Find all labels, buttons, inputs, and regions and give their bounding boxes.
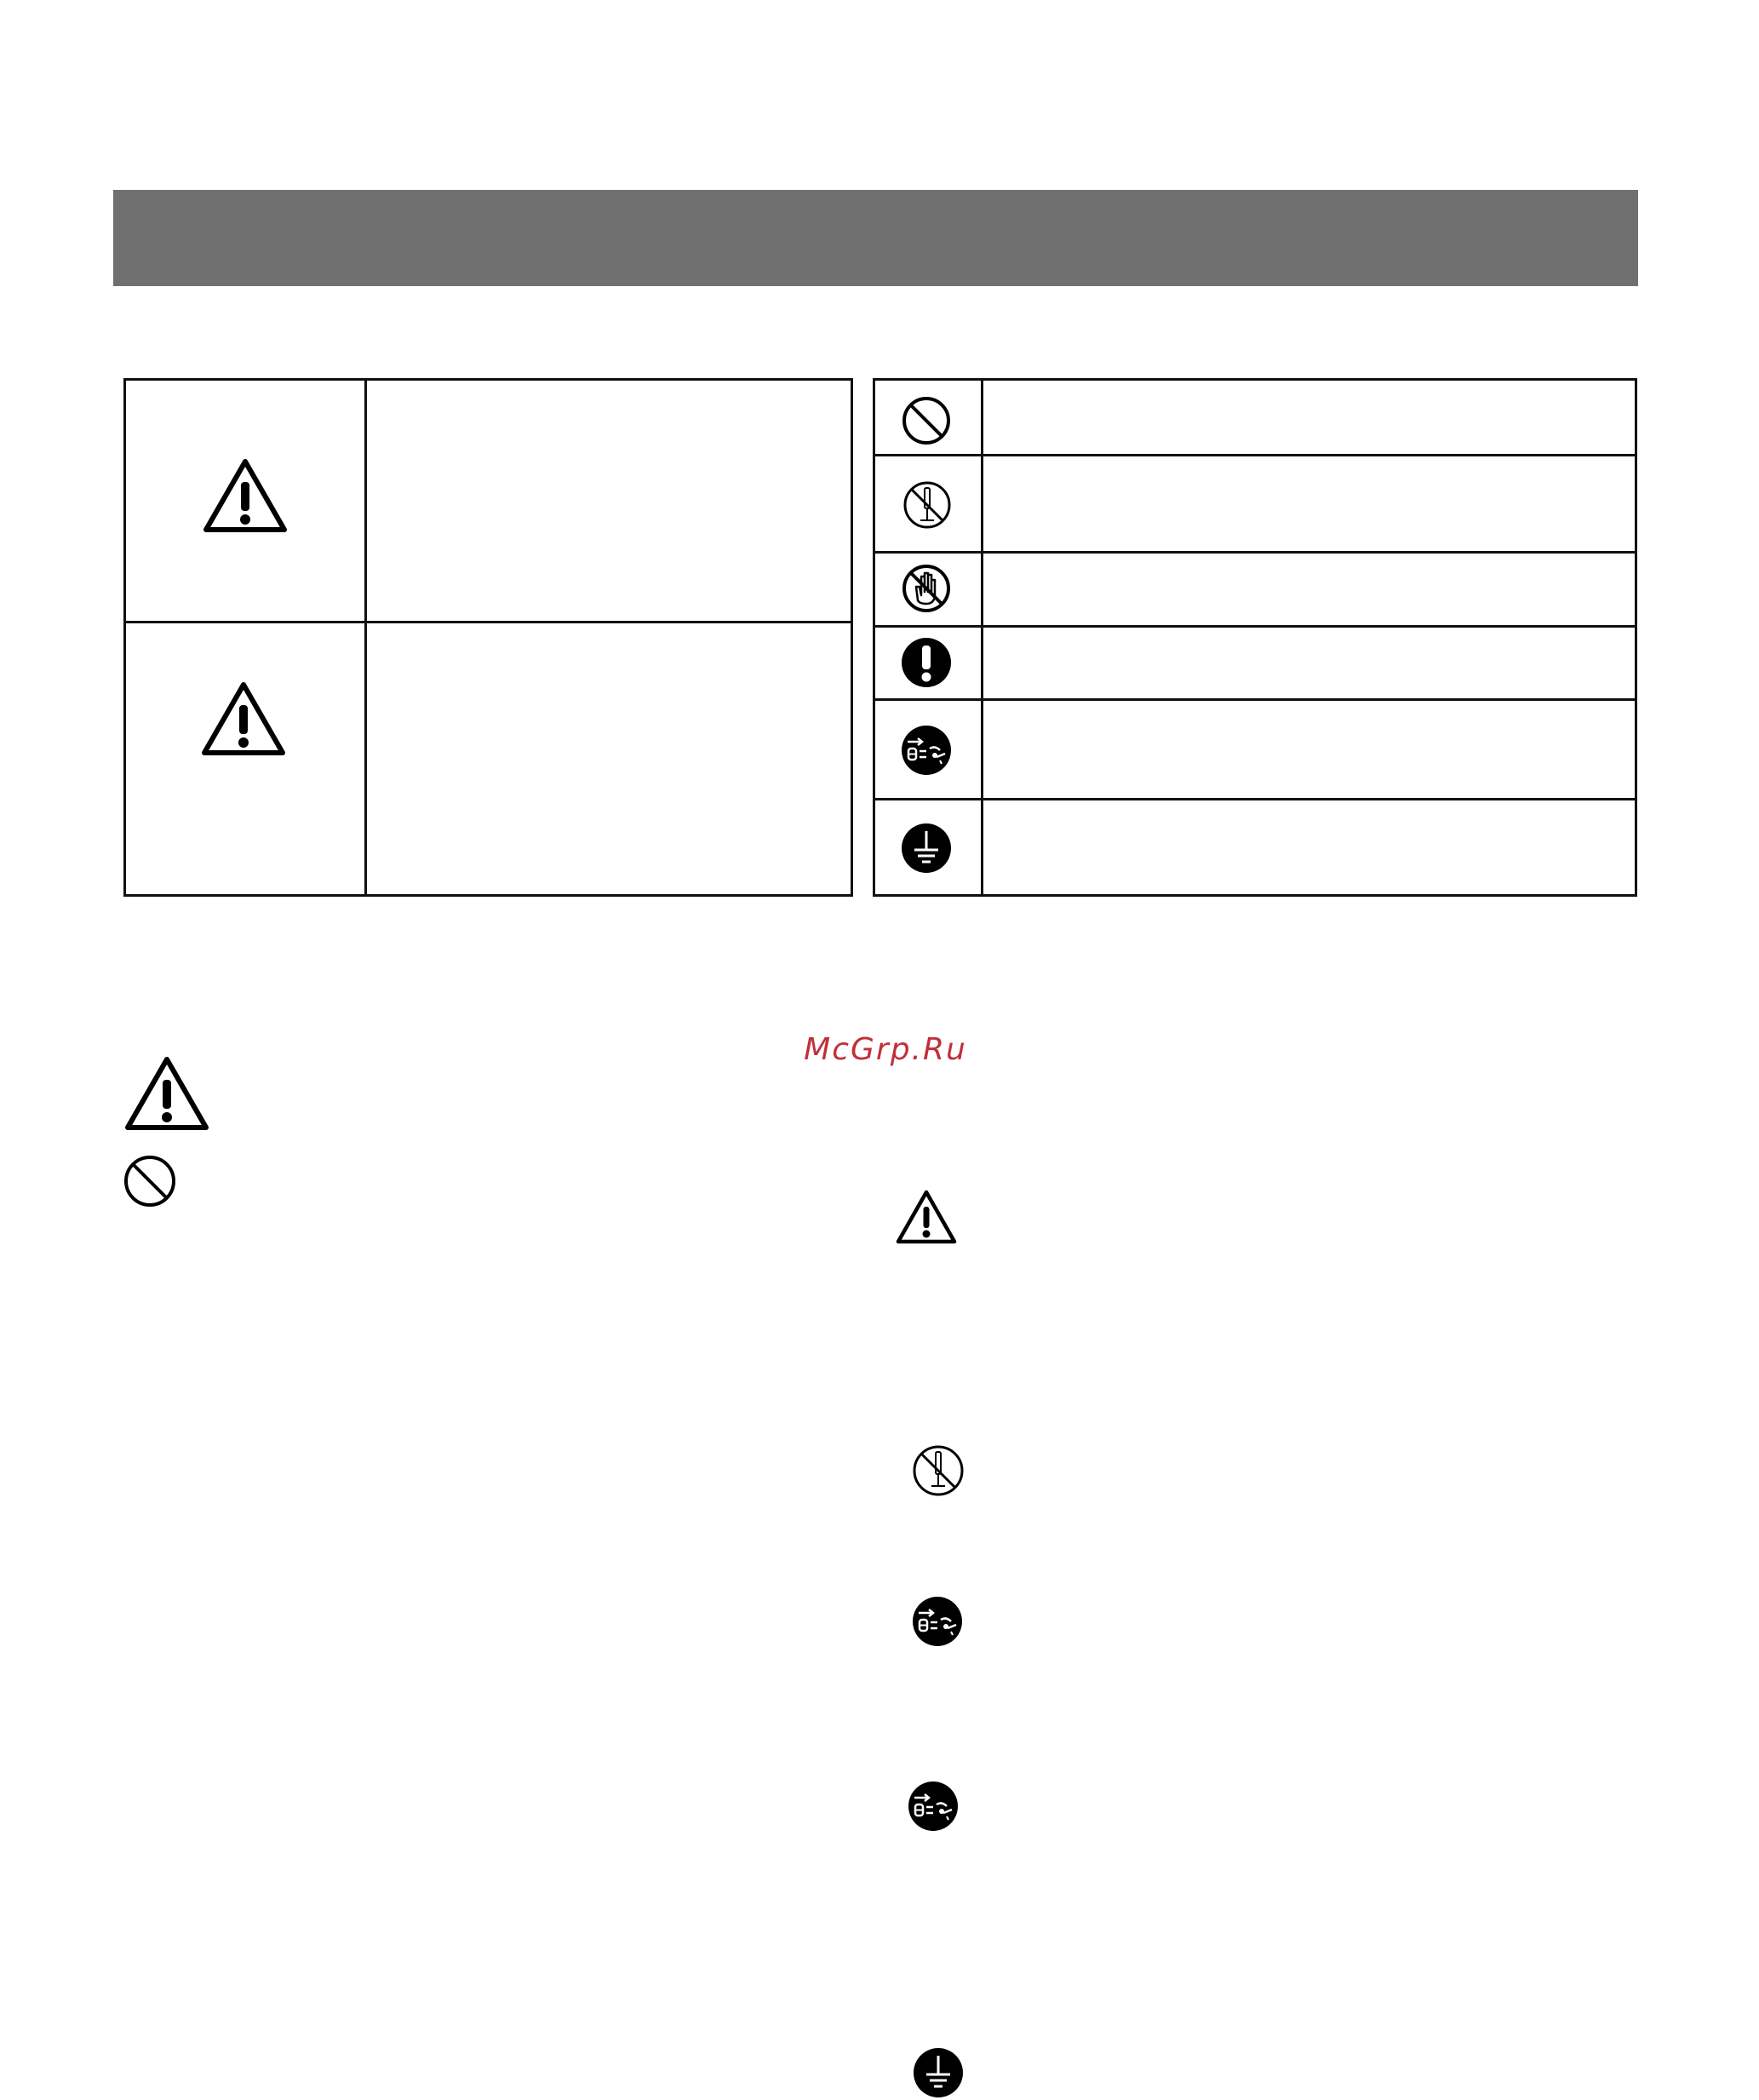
- warning-triangle-icon: [201, 456, 289, 535]
- symbol-row-divider: [873, 625, 1637, 628]
- hazard-table-row-divider: [123, 621, 853, 623]
- header-bar: [113, 190, 1638, 286]
- prohibited-icon: [123, 1154, 177, 1208]
- symbol-row-divider: [873, 798, 1637, 800]
- symbol-row-divider: [873, 551, 1637, 554]
- unplug-icon: [901, 725, 952, 776]
- mandatory-action-icon: [901, 637, 952, 688]
- unplug-icon: [908, 1781, 959, 1832]
- hazard-table-divider: [364, 378, 367, 897]
- symbol-row-divider: [873, 454, 1637, 456]
- no-disassembly-icon: [902, 479, 953, 531]
- ground-icon: [901, 823, 952, 874]
- ground-icon: [913, 2047, 964, 2098]
- do-not-touch-icon: [901, 563, 952, 614]
- unplug-icon: [912, 1596, 963, 1647]
- caution-triangle-icon: [894, 1188, 959, 1246]
- symbol-row-divider: [873, 698, 1637, 701]
- prohibited-icon: [901, 395, 952, 446]
- watermark-text: McGrp.Ru: [804, 1032, 967, 1067]
- caution-triangle-icon: [199, 680, 288, 758]
- warning-triangle-icon: [123, 1054, 211, 1133]
- no-disassembly-icon: [911, 1443, 965, 1498]
